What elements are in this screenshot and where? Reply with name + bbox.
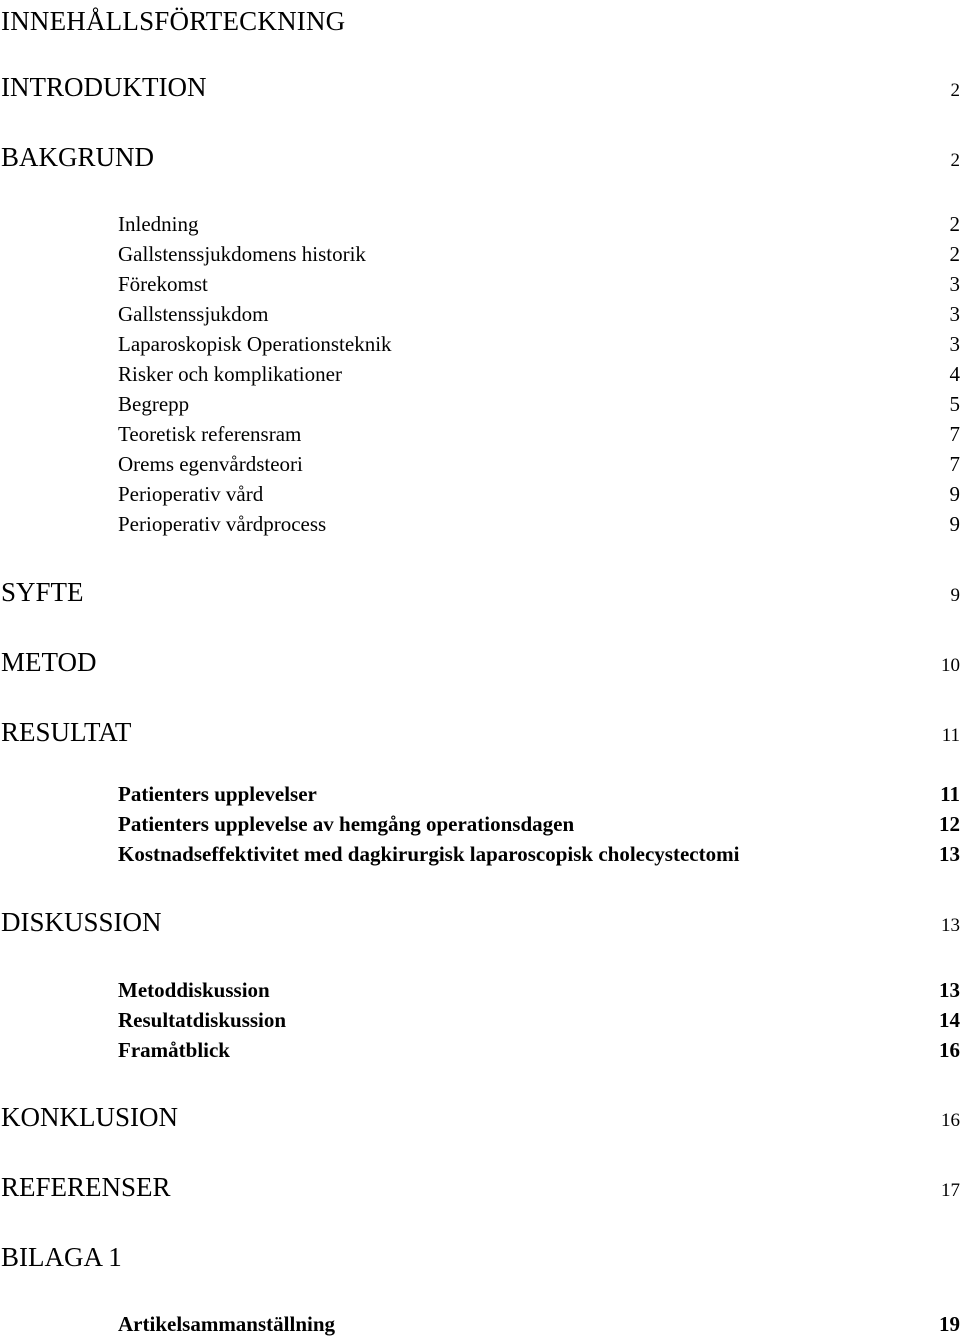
toc-entry-label: Perioperativ vårdprocess — [118, 512, 327, 536]
toc-entry-label: DISKUSSION — [1, 907, 162, 937]
toc-entry-label: Laparoskopisk Operationsteknik — [118, 332, 392, 356]
toc-entry-label: Artikelsammanställning — [118, 1312, 336, 1336]
toc-subentry-orems-egenvardsteori[interactable] — [0, 449, 960, 479]
toc-entry-label: METOD — [1, 647, 97, 677]
toc-entry-diskussion[interactable] — [0, 905, 960, 939]
toc-entry-konklusion[interactable] — [0, 1100, 960, 1134]
toc-entry-page: 14 — [939, 1008, 960, 1032]
toc-entry-page: 7 — [949, 452, 960, 476]
toc-entry-resultat[interactable] — [0, 715, 960, 749]
toc-subentry-framatblick[interactable] — [0, 1035, 960, 1065]
toc-subentry-kostnadseffektivitet[interactable] — [0, 839, 960, 869]
toc-entry-page: 9 — [949, 512, 960, 536]
toc-entry-label: INTRODUKTION — [1, 72, 207, 102]
toc-entry-label: Gallstenssjukdom — [118, 302, 269, 326]
toc-entry-label: Patienters upplevelser — [118, 782, 317, 806]
toc-entry-page: 9 — [950, 585, 960, 606]
toc-subentry-metoddiskussion[interactable] — [0, 975, 960, 1005]
toc-entry-page: 11 — [940, 782, 960, 806]
toc-subentry-artikelsammanstallning[interactable] — [0, 1309, 960, 1339]
toc-entry-page: 3 — [949, 332, 960, 356]
toc-entry-syfte[interactable] — [0, 575, 960, 609]
toc-entry-page: 4 — [949, 362, 960, 386]
toc-entry-label: Begrepp — [118, 392, 190, 416]
toc-entry-page: 3 — [949, 272, 960, 296]
toc-subentry-gallstenssjukdomens-historik[interactable] — [0, 239, 960, 269]
toc-heading: INNEHÅLLSFÖRTECKNING — [1, 6, 346, 36]
toc-entry-introduktion[interactable] — [0, 70, 960, 104]
toc-entry-page: 5 — [949, 392, 960, 416]
toc-entry-label: REFERENSER — [1, 1172, 171, 1202]
toc-entry-metod[interactable] — [0, 645, 960, 679]
toc-entry-label: Risker och komplikationer — [118, 362, 342, 386]
toc-entry-label: Teoretisk referensram — [118, 422, 302, 446]
toc-entry-label: SYFTE — [1, 577, 84, 607]
toc-entry-page: 13 — [939, 842, 960, 866]
toc-entry-label: Kostnadseffektivitet med dagkirurgisk laparoscopisk cholecystectomi — [118, 842, 740, 866]
toc-entry-label: BILAGA 1 — [1, 1242, 122, 1272]
toc-entry-label: Metoddiskussion — [118, 978, 270, 1002]
toc-entry-page: 7 — [949, 422, 960, 446]
toc-subentry-gallstenssjukdom[interactable] — [0, 299, 960, 329]
toc-entry-page: 3 — [949, 302, 960, 326]
toc-subentry-patienters-upplevelser[interactable] — [0, 779, 960, 809]
toc-subentry-patienters-upplevelse-hemgang[interactable] — [0, 809, 960, 839]
toc-subentry-risker-och-komplikationer[interactable] — [0, 359, 960, 389]
toc-entry-page: 16 — [941, 1110, 960, 1131]
toc-entry-page: 13 — [939, 978, 960, 1002]
toc-entry-label: RESULTAT — [1, 717, 132, 747]
toc-entry-bilaga-1[interactable] — [0, 1240, 960, 1274]
toc-subentry-laparoskopisk-operationsteknik[interactable] — [0, 329, 960, 359]
toc-subentry-inledning[interactable] — [0, 209, 960, 239]
toc-subentry-teoretisk-referensram[interactable] — [0, 419, 960, 449]
toc-subentry-forekomst[interactable] — [0, 269, 960, 299]
toc-entry-label: Patienters upplevelse av hemgång operationsdagen — [118, 812, 575, 836]
toc-entry-label: BAKGRUND — [1, 142, 155, 172]
toc-entry-page: 11 — [941, 725, 960, 746]
toc-entry-label: Orems egenvårdsteori — [118, 452, 303, 476]
toc-entry-page: 9 — [949, 482, 960, 506]
toc-entry-label: Resultatdiskussion — [118, 1008, 287, 1032]
toc-entry-label: Gallstenssjukdomens historik — [118, 242, 366, 266]
toc-entry-page: 19 — [939, 1312, 960, 1336]
toc-entry-page: 2 — [949, 242, 960, 266]
toc-entry-label: Inledning — [118, 212, 199, 236]
toc-subentry-resultatdiskussion[interactable] — [0, 1005, 960, 1035]
toc-entry-page: 2 — [949, 212, 960, 236]
toc-subentry-perioperativ-vardprocess[interactable] — [0, 509, 960, 539]
toc-entry-page: 10 — [941, 655, 960, 676]
toc-entry-page: 13 — [941, 915, 960, 936]
toc-entry-referenser[interactable] — [0, 1170, 960, 1204]
toc-entry-label: Perioperativ vård — [118, 482, 264, 506]
toc-entry-label: Förekomst — [118, 272, 208, 296]
toc-entry-label: Framåtblick — [118, 1038, 230, 1062]
toc-entry-bakgrund[interactable] — [0, 140, 960, 174]
toc-subentry-begrepp[interactable] — [0, 389, 960, 419]
toc-entry-page: 2 — [950, 80, 960, 101]
toc-entry-page: 12 — [939, 812, 960, 836]
toc-entry-page: 2 — [950, 150, 960, 171]
toc-entry-page: 16 — [939, 1038, 960, 1062]
toc-entry-page: 17 — [941, 1180, 960, 1201]
toc-subentry-perioperativ-vard[interactable] — [0, 479, 960, 509]
toc-entry-label: KONKLUSION — [1, 1102, 178, 1132]
